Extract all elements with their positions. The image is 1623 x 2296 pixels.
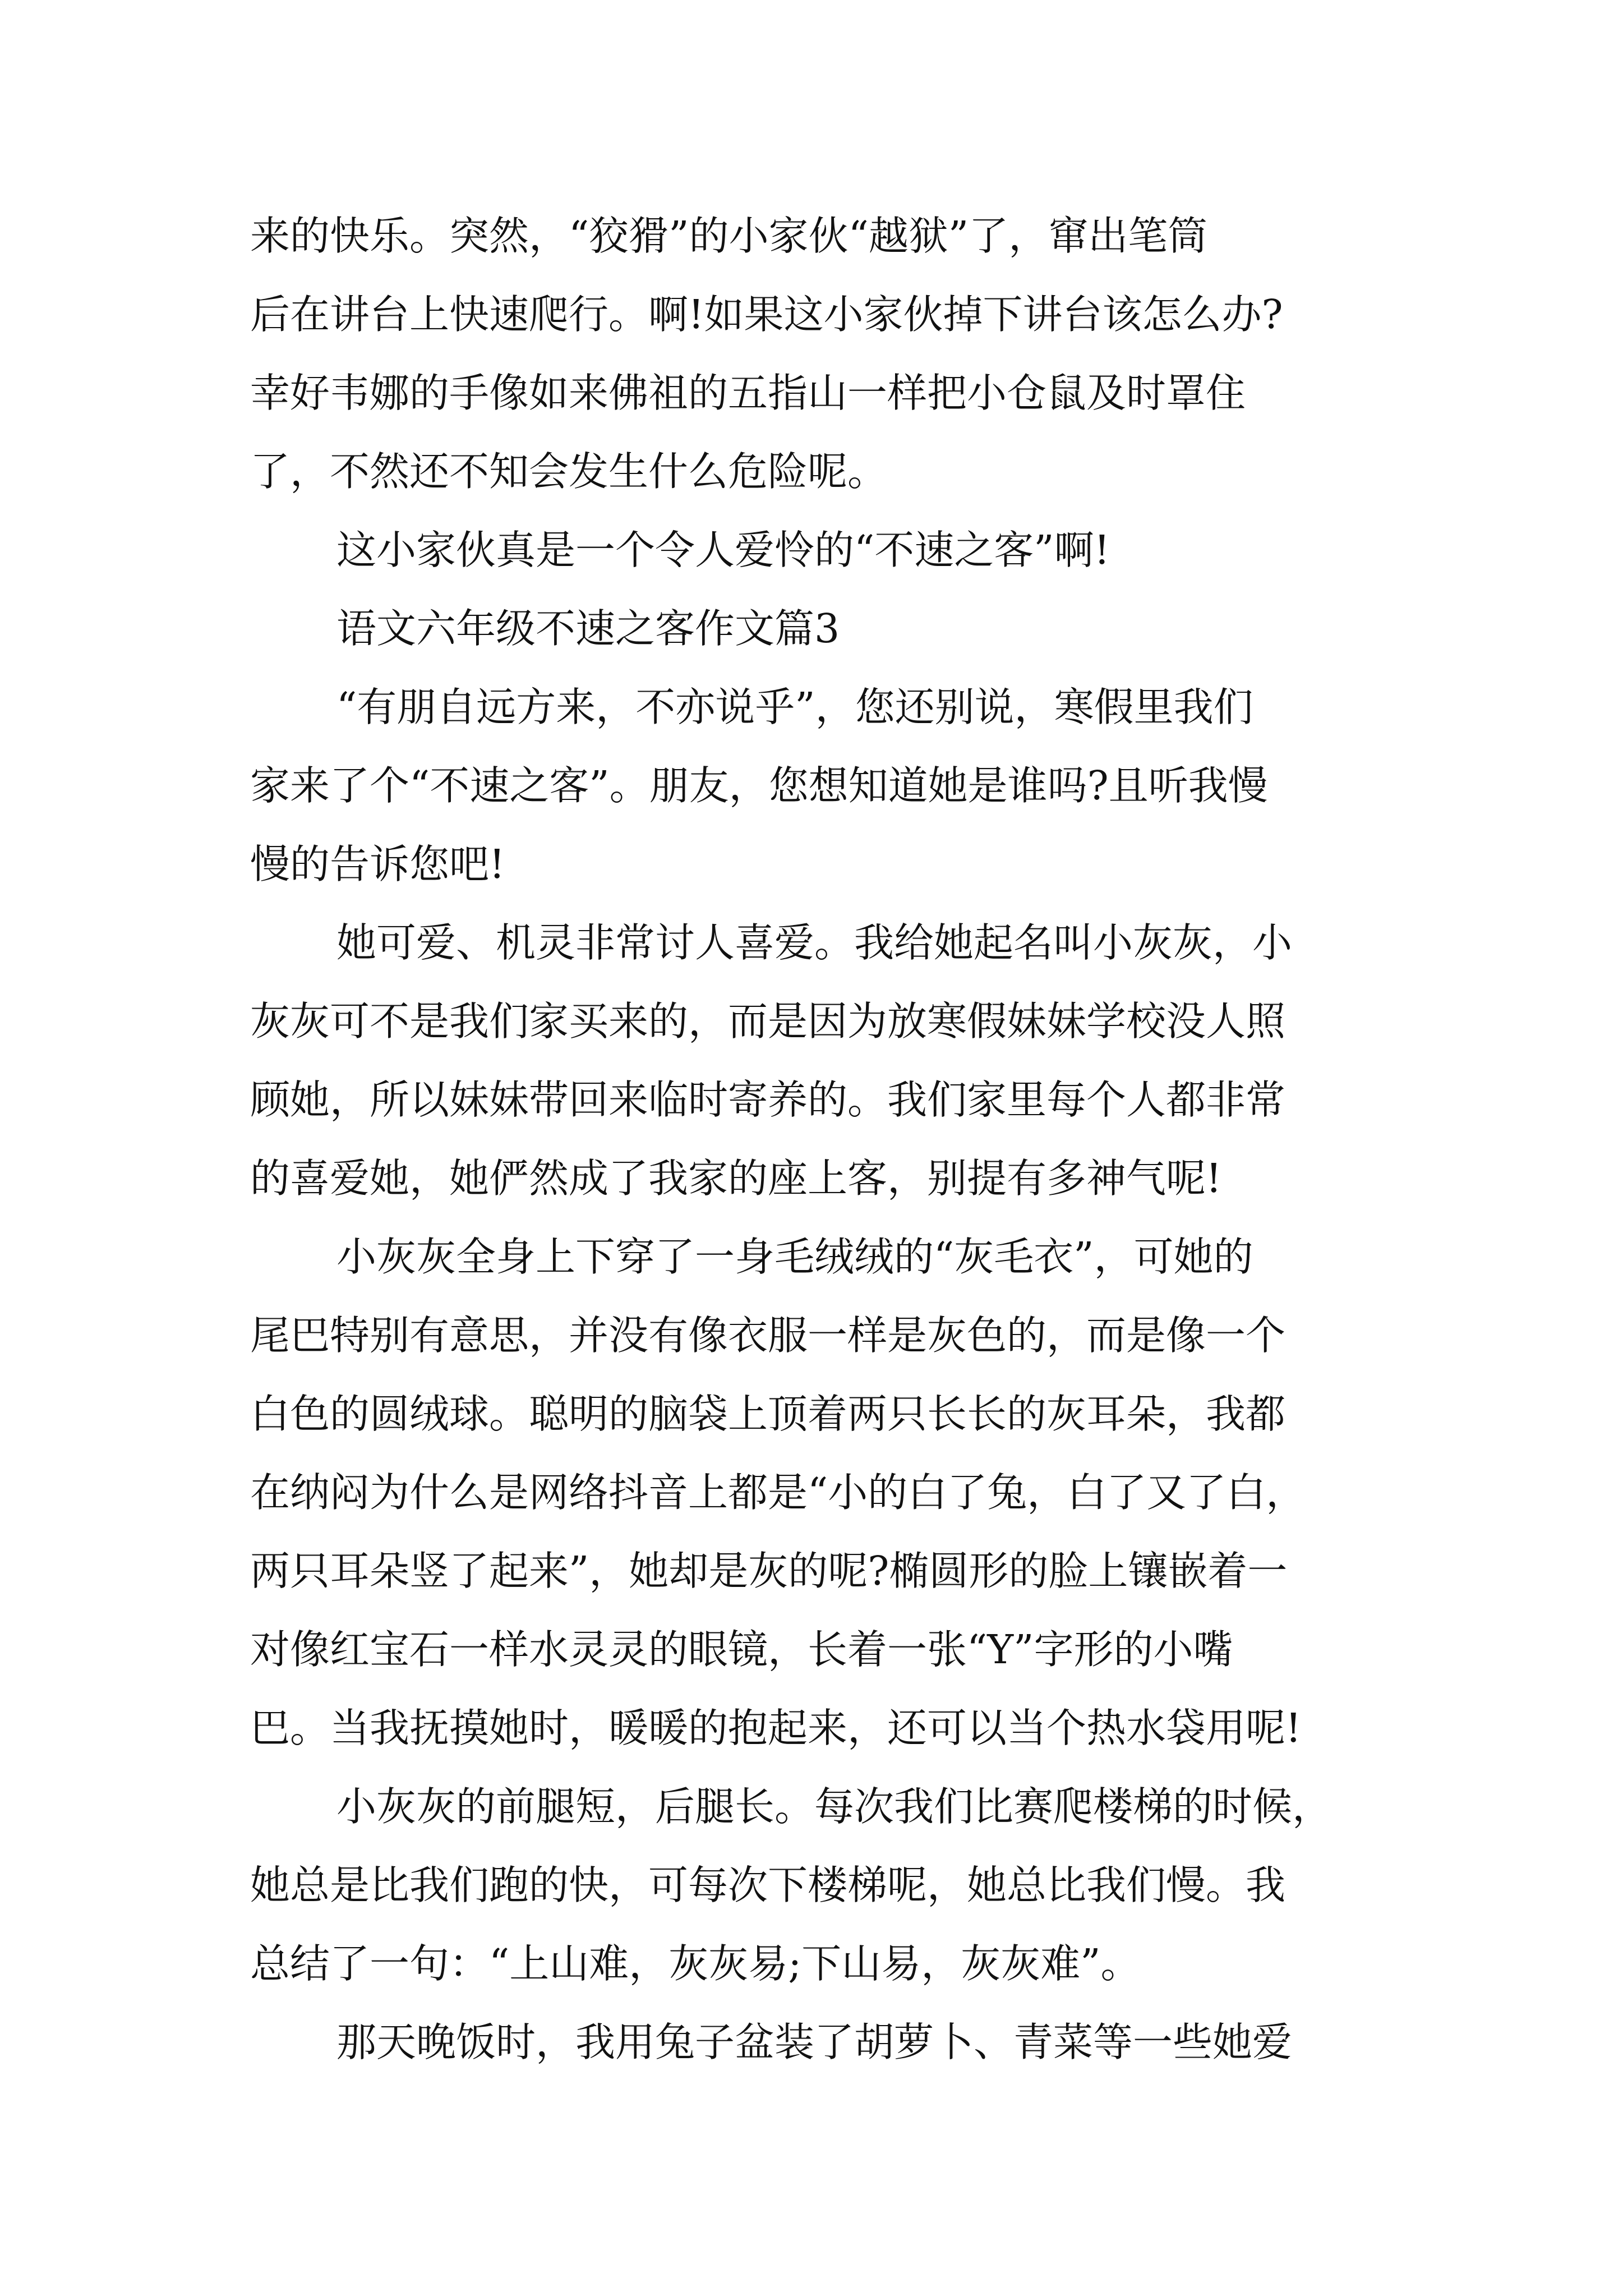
text-line: 的喜爱她，她俨然成了我家的座上客，别提有多神气呢! [250,1155,1222,1202]
text-line: 白色的圆绒球。聪明的脑袋上顶着两只长长的灰耳朵，我都 [250,1391,1286,1437]
text-line: 灰灰可不是我们家买来的，而是因为放寒假妹妹学校没人照 [250,998,1286,1045]
text-line: 她总是比我们跑的快，可每次下楼梯呢，她总比我们慢。我 [250,1862,1286,1908]
text-line: 这小家伙真是一个令人爱怜的“不速之客”啊! [336,527,1110,573]
text-line: 顾她，所以妹妹带回来临时寄养的。我们家里每个人都非常 [250,1076,1286,1123]
text-line: 对像红宝石一样水灵灵的眼镜，长着一张“Y”字形的小嘴 [250,1626,1233,1673]
text-line: 幸好韦娜的手像如来佛祖的五指山一样把小仓鼠及时罩住 [250,370,1246,416]
text-line: 巴。当我抚摸她时，暖暖的抱起来，还可以当个热水袋用呢! [250,1705,1302,1751]
section-heading: 语文六年级不速之客作文篇3 [336,605,840,652]
text-line: 家来了个“不速之客”。朋友，您想知道她是谁吗?且听我慢 [250,762,1268,809]
text-line: 小灰灰全身上下穿了一身毛绒绒的“灰毛衣”，可她的 [336,1234,1253,1280]
text-line: 两只耳朵竖了起来”，她却是灰的呢?椭圆形的脸上镶嵌着一 [250,1548,1288,1594]
text-line: 小灰灰的前腿短，后腿长。每次我们比赛爬楼梯的时候， [336,1783,1332,1830]
text-line: “有朋自远方来，不亦说乎”，您还别说，寒假里我们 [336,684,1253,730]
text-line: 来的快乐。突然，“狡猾”的小家伙“越狱”了，窜出笔筒 [250,213,1208,259]
text-line: 她可爱、机灵非常讨人喜爱。我给她起名叫小灰灰，小 [336,919,1293,966]
text-line: 在纳闷为什么是网络抖音上都是“小的白了兔，白了又了白， [250,1469,1306,1516]
text-line: 尾巴特别有意思，并没有像衣服一样是灰色的，而是像一个 [250,1312,1286,1359]
text-line: 了，不然还不知会发生什么危险呢。 [250,448,888,495]
text-line: 慢的告诉您吧! [250,841,505,887]
text-line: 后在讲台上快速爬行。啊!如果这小家伙掉下讲台该怎么办? [250,291,1283,338]
text-line: 总结了一句：“上山难，灰灰易;下山易，灰灰难”。 [250,1940,1141,1987]
text-line: 那天晚饭时，我用兔子盆装了胡萝卜、青菜等一些她爱 [336,2019,1293,2065]
